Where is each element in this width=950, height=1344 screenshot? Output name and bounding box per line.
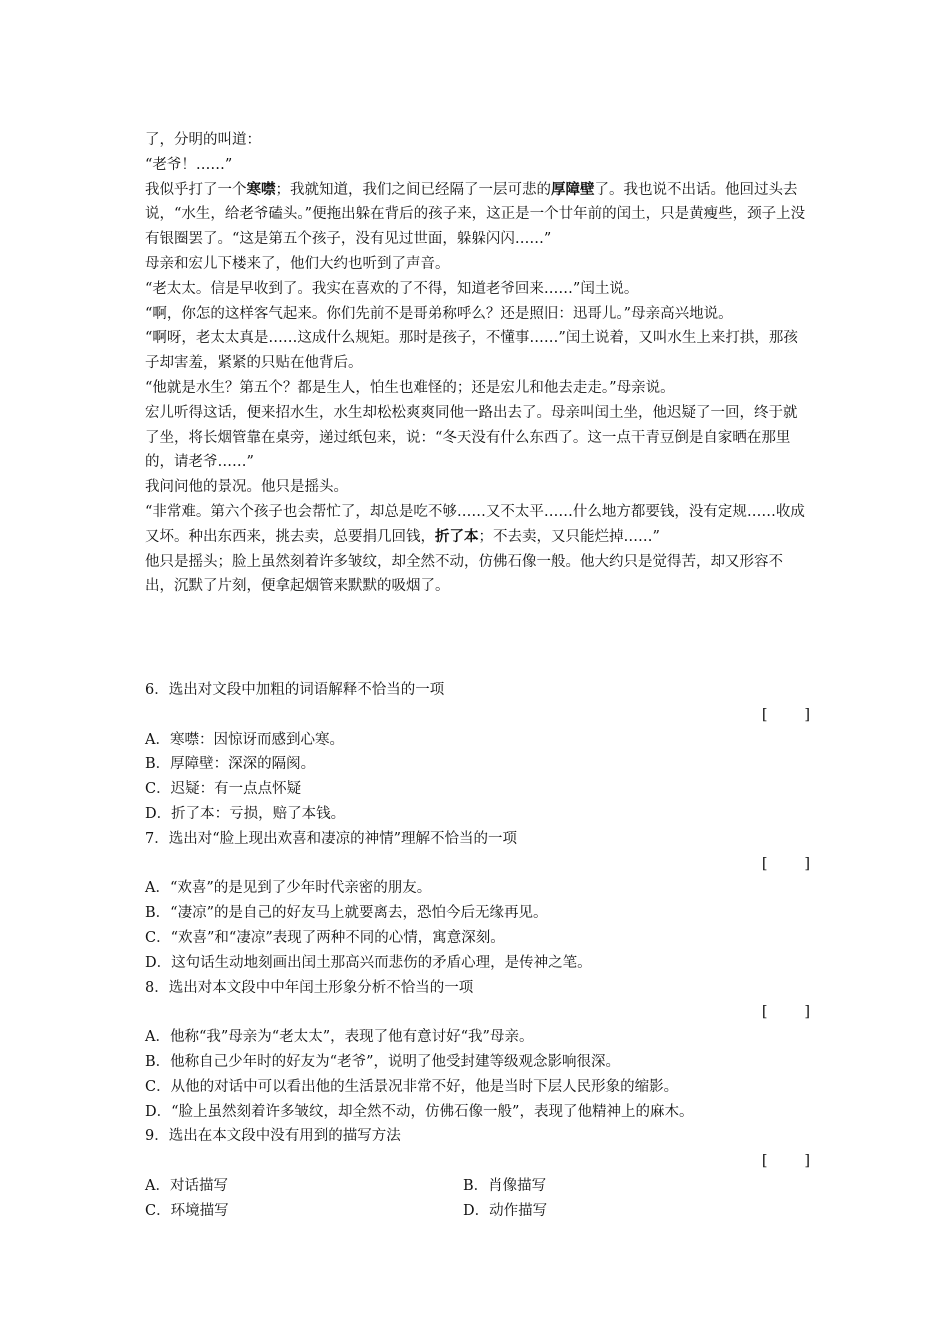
question-9 — [145, 1124, 810, 1223]
option-a: A．寒噤：因惊讶而感到心寒。 — [145, 731, 344, 748]
passage-paragraph: 我问问他的景况。他只是摇头。 — [145, 479, 348, 496]
passage-text: 了。我也说不出话。他回过头去说，“水生，给老爷磕头。”便拖出躲在背后的孩子来，这正是一个廿年前的闰土，只是黄瘦些，颈子上没有银圈罢了。“这是第五个孩子，没有见过世面，躲躲闪闪……” — [145, 181, 806, 248]
answer-bracket[interactable]: [ ] — [761, 1153, 810, 1170]
options-grid — [145, 1174, 810, 1224]
questions-section — [145, 678, 810, 1224]
bold-term: 厚障壁 — [551, 180, 595, 198]
option-b: B．“凄凉”的是自己的好友马上就要离去，恐怕今后无缘再见。 — [145, 905, 548, 922]
question-6 — [145, 678, 810, 827]
reading-passage — [145, 128, 810, 599]
passage-paragraph — [145, 500, 810, 550]
option-d: D．这句话生动地刻画出闰土那高兴而悲伤的矛盾心理，是传神之笔。 — [145, 954, 592, 971]
question-stem: 8．选出对本文段中中年闰土形象分析不恰当的一项 — [145, 979, 474, 996]
option-c: C．从他的对话中可以看出他的生活景况非常不好，他是当时下层人民形象的缩影。 — [145, 1078, 679, 1095]
option-c: C．迟疑：有一点点怀疑 — [145, 781, 302, 798]
bold-term: 寒噤 — [246, 180, 276, 198]
passage-text: 我似乎打了一个 — [145, 181, 247, 198]
answer-bracket[interactable]: [ ] — [761, 1004, 810, 1021]
passage-paragraph: “老太太。信是早收到了。我实在喜欢的了不得，知道老爷回来……”闰土说。 — [145, 280, 639, 297]
passage-paragraph: “他就是水生？第五个？都是生人，怕生也难怪的；还是宏儿和他去走走。”母亲说。 — [145, 379, 675, 396]
passage-paragraph: 了，分明的叫道： — [145, 132, 261, 148]
option-a: A．“欢喜”的是见到了少年时代亲密的朋友。 — [145, 880, 432, 897]
option-b: B．厚障壁：深深的隔阂。 — [145, 756, 316, 773]
option-c: C．“欢喜”和“凄凉”表现了两种不同的心情，寓意深刻。 — [145, 929, 505, 946]
option-d: D．动作描写 — [463, 1202, 548, 1219]
option-b: B．肖像描写 — [463, 1177, 547, 1194]
question-stem: 7．选出对“脸上现出欢喜和凄凉的神情”理解不恰当的一项 — [145, 830, 518, 847]
passage-paragraph: “啊，你怎的这样客气起来。你们先前不是哥弟称呼么？还是照旧：迅哥儿。”母亲高兴地说。 — [145, 305, 733, 322]
option-c: C．环境描写 — [145, 1202, 229, 1219]
answer-bracket[interactable]: [ ] — [761, 855, 810, 872]
passage-paragraph — [145, 178, 810, 252]
passage-paragraph: “啊呀，老太太真是……这成什么规矩。那时是孩子，不懂事……”闰土说着，又叫水生上来打拱，那孩子却害羞，紧紧的只贴在他背后。 — [145, 330, 798, 372]
question-8 — [145, 976, 810, 1125]
passage-paragraph: 母亲和宏儿下楼来了，他们大约也听到了声音。 — [145, 255, 450, 272]
question-7 — [145, 827, 810, 976]
option-d: D．“脸上虽然刻着许多皱纹，却全然不动，仿佛石像一般”，表现了他精神上的麻木。 — [145, 1103, 694, 1120]
bold-term: 折了本 — [435, 527, 479, 545]
question-stem: 9．选出在本文段中没有用到的描写方法 — [145, 1128, 401, 1145]
passage-paragraph: “老爷！……” — [145, 156, 233, 173]
passage-text: ；不去卖，又只能烂掉……” — [478, 528, 660, 545]
passage-text: “非常难。第六个孩子也会帮忙了，却总是吃不够……又不太平……什么地方都要钱，没有定规……收成又坏。种出东西来，挑去卖，总要捐几回钱， — [145, 503, 805, 545]
passage-paragraph: 他只是摇头；脸上虽然刻着许多皱纹，却全然不动，仿佛石像一般。他大约只是觉得苦，却又形容不出，沉默了片刻，便拿起烟管来默默的吸烟了。 — [145, 553, 783, 595]
answer-bracket[interactable]: [ ] — [761, 706, 810, 723]
option-d: D．折了本：亏损，赔了本钱。 — [145, 805, 346, 822]
option-b: B．他称自己少年时的好友为“老爷”，说明了他受封建等级观念影响很深。 — [145, 1053, 620, 1070]
option-a: A．他称“我”母亲为“老太太”，表现了他有意讨好“我”母亲。 — [145, 1029, 534, 1046]
option-a: A．对话描写 — [145, 1177, 228, 1194]
question-stem: 6．选出对文段中加粗的词语解释不恰当的一项 — [145, 682, 445, 698]
passage-text: ；我就知道，我们之间已经隔了一层可悲的 — [275, 181, 551, 198]
passage-paragraph: 宏儿听得这话，便来招水生，水生却松松爽爽同他一路出去了。母亲叫闰土坐，他迟疑了一回，终于就了坐，将长烟管靠在桌旁，递过纸包来，说：“冬天没有什么东西了。这一点干青豆倒是自家晒在那里的，请老爷……” — [145, 404, 798, 471]
